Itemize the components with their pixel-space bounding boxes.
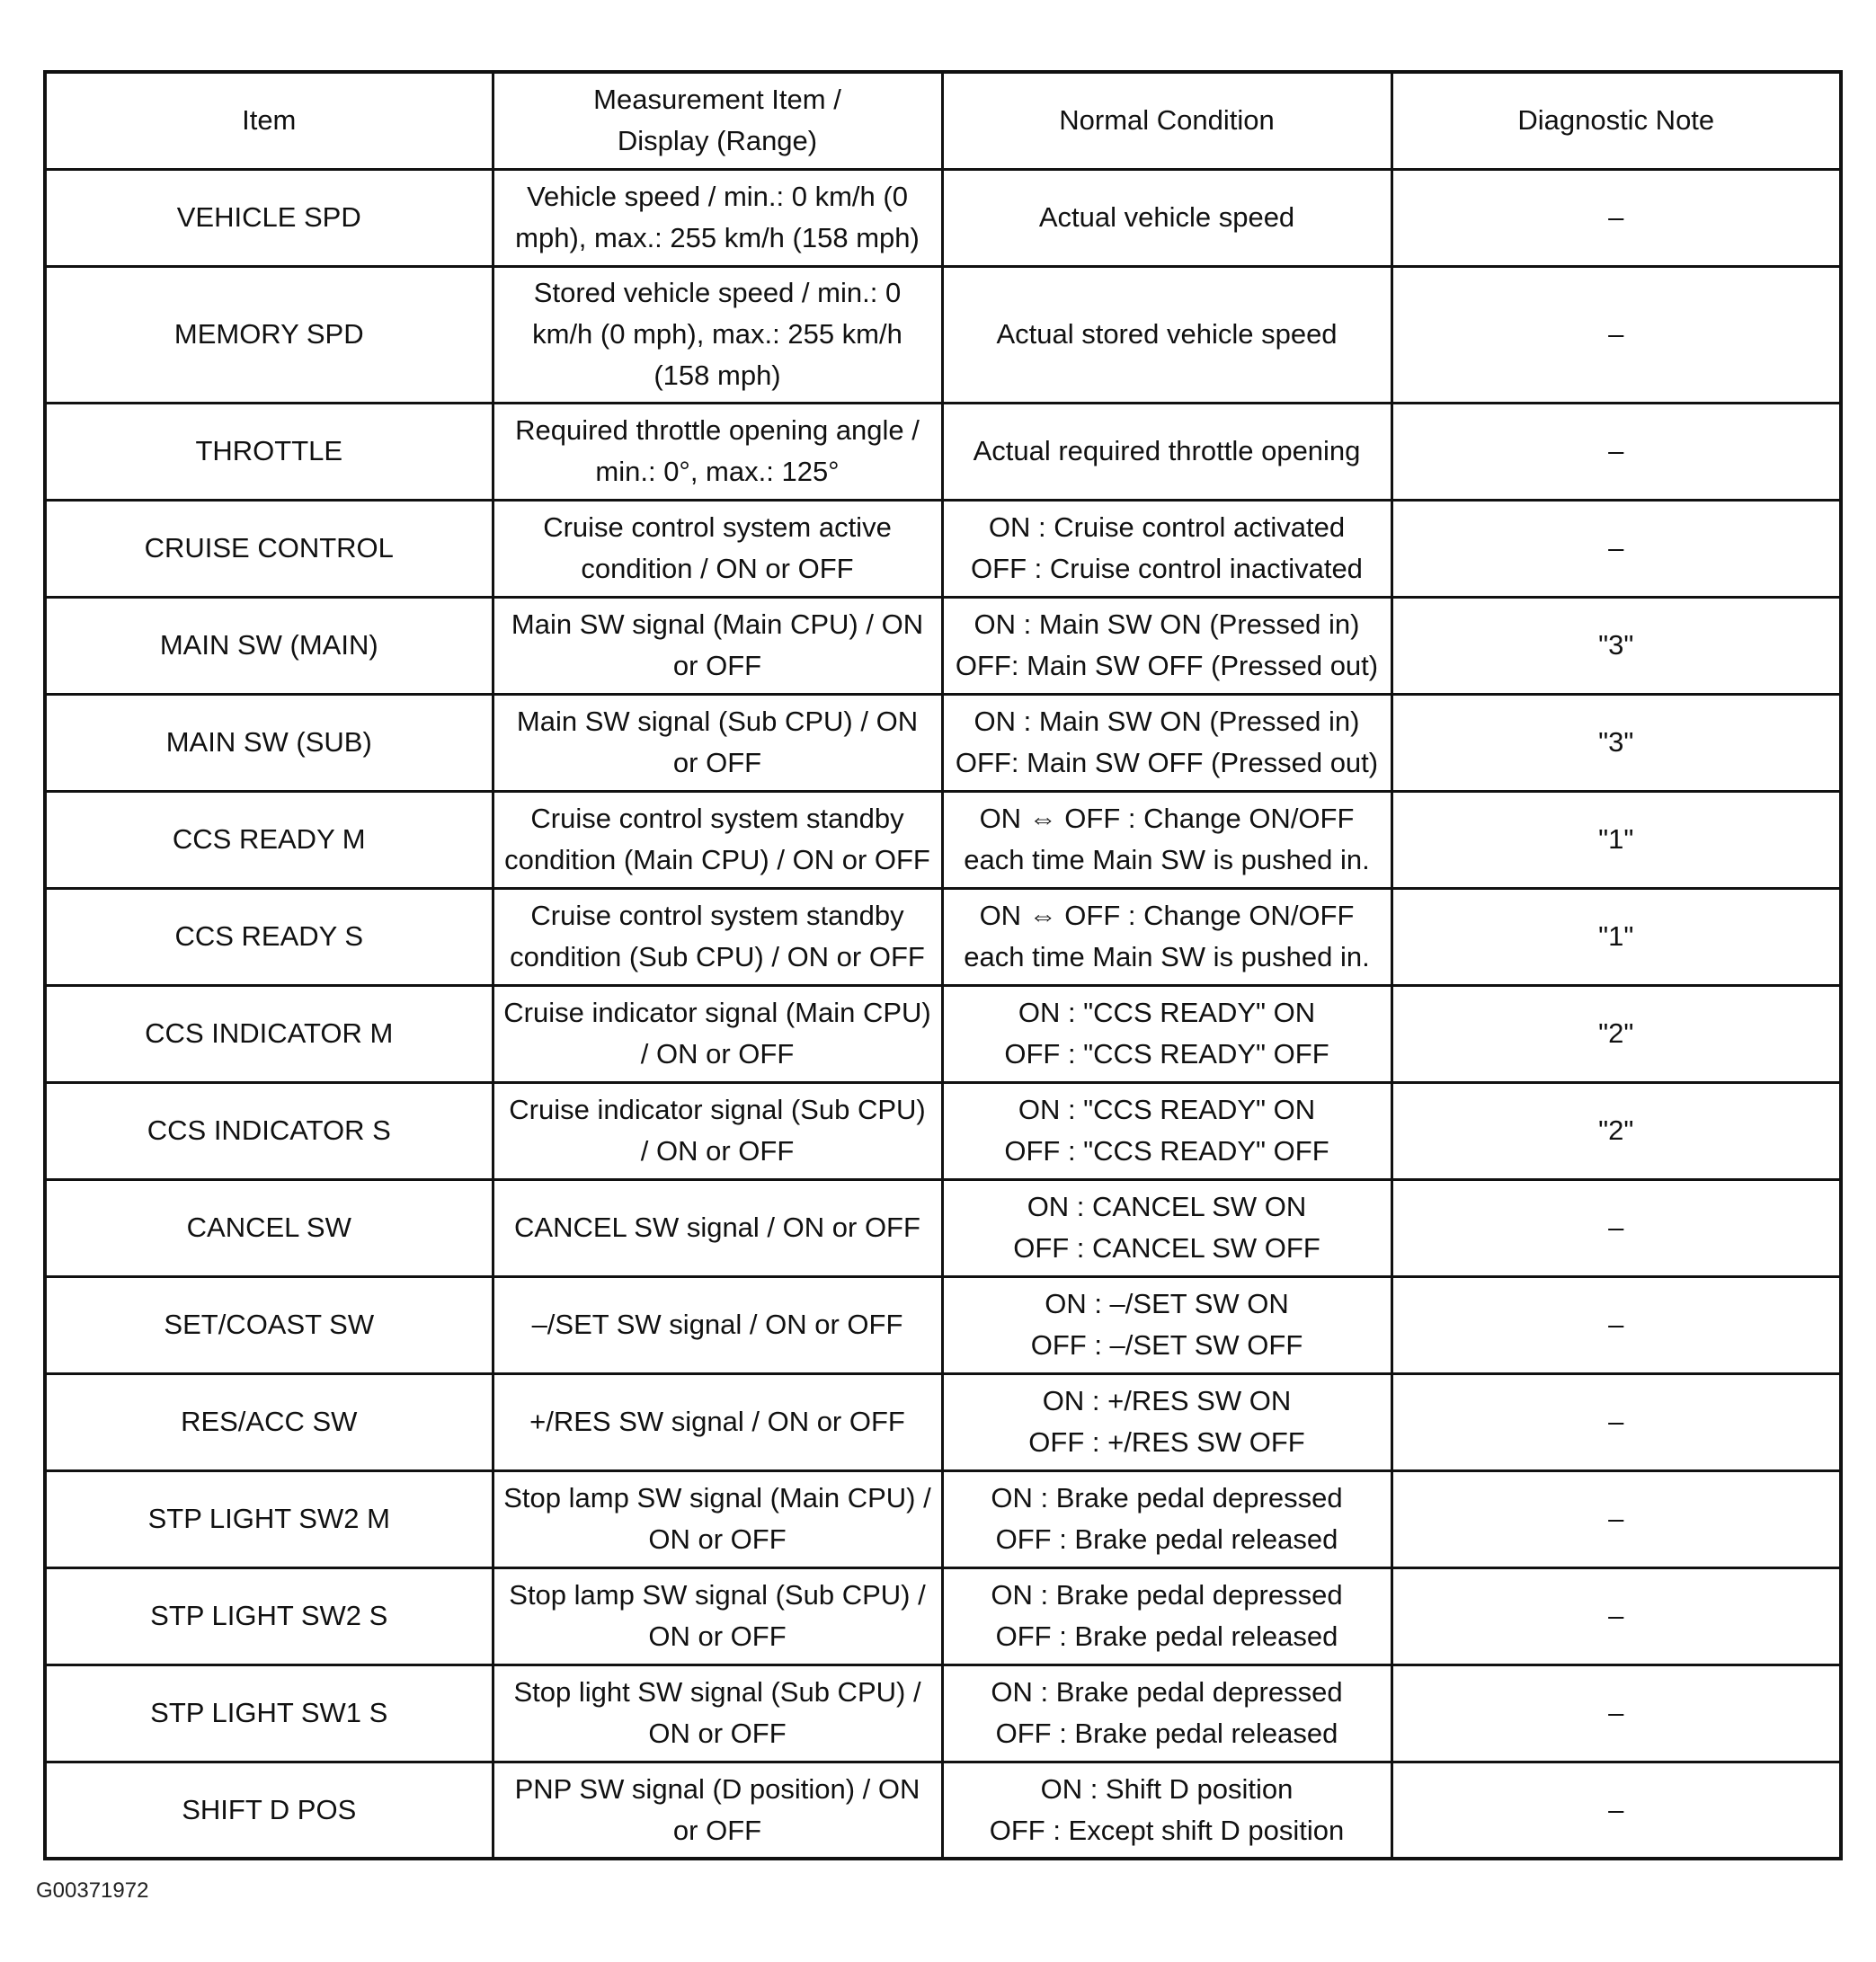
table-row — [45, 1373, 1841, 1470]
cell-normal-condition: ON : Shift D position OFF : Except shift D position — [942, 1762, 1391, 1859]
cell-diagnostic-note: – — [1391, 1179, 1841, 1276]
cell-diagnostic-note: – — [1391, 1373, 1841, 1470]
cell-diagnostic-note: – — [1391, 1762, 1841, 1859]
cell-measurement: +/RES SW signal / ON or OFF — [493, 1373, 942, 1470]
cell-normal-condition: Actual vehicle speed — [942, 169, 1391, 266]
cell-item: SHIFT D POS — [45, 1762, 493, 1859]
cell-measurement: –/SET SW signal / ON or OFF — [493, 1276, 942, 1373]
cell-diagnostic-note: – — [1391, 403, 1841, 500]
cell-normal-condition: ON : +/RES SW ON OFF : +/RES SW OFF — [942, 1373, 1391, 1470]
cell-normal-condition: ON ⇔ OFF : Change ON/OFF each time Main SW is pushed in. — [942, 791, 1391, 888]
cell-diagnostic-note: – — [1391, 1665, 1841, 1762]
cell-measurement: PNP SW signal (D position) / ON or OFF — [493, 1762, 942, 1859]
cell-normal-condition: ON : "CCS READY" ON OFF : "CCS READY" OFF — [942, 985, 1391, 1082]
table-row — [45, 1082, 1841, 1179]
cell-measurement: Cruise control system standby condition (Main CPU) / ON or OFF — [493, 791, 942, 888]
cell-diagnostic-note: – — [1391, 1276, 1841, 1373]
cell-diagnostic-note: – — [1391, 266, 1841, 403]
cell-item: CRUISE CONTROL — [45, 500, 493, 597]
cell-diagnostic-note: – — [1391, 1470, 1841, 1567]
cell-measurement: Cruise indicator signal (Main CPU) / ON or OFF — [493, 985, 942, 1082]
cell-item: SET/COAST SW — [45, 1276, 493, 1373]
cell-measurement: Main SW signal (Sub CPU) / ON or OFF — [493, 694, 942, 791]
table-row — [45, 1179, 1841, 1276]
cell-item: MAIN SW (SUB) — [45, 694, 493, 791]
cell-item: STP LIGHT SW2 S — [45, 1567, 493, 1665]
cell-normal-condition: ON : Brake pedal depressed OFF : Brake pedal released — [942, 1665, 1391, 1762]
cell-item: CCS READY S — [45, 888, 493, 985]
table-row — [45, 1665, 1841, 1762]
table-row — [45, 1567, 1841, 1665]
cell-normal-condition: ON : Main SW ON (Pressed in) OFF: Main SW OFF (Pressed out) — [942, 694, 1391, 791]
cell-item: MEMORY SPD — [45, 266, 493, 403]
cell-measurement: Stored vehicle speed / min.: 0 km/h (0 mph), max.: 255 km/h (158 mph) — [493, 266, 942, 403]
cell-item: MAIN SW (MAIN) — [45, 597, 493, 694]
cell-item: CANCEL SW — [45, 1179, 493, 1276]
cell-normal-condition: ON ⇔ OFF : Change ON/OFF each time Main SW is pushed in. — [942, 888, 1391, 985]
cell-item: STP LIGHT SW1 S — [45, 1665, 493, 1762]
table-row — [45, 791, 1841, 888]
cell-diagnostic-note: – — [1391, 500, 1841, 597]
cell-item: CCS READY M — [45, 791, 493, 888]
table-row — [45, 888, 1841, 985]
diagnostic-table — [43, 70, 1843, 1860]
cell-item: CCS INDICATOR S — [45, 1082, 493, 1179]
table-row — [45, 1276, 1841, 1373]
cell-normal-condition: ON : –/SET SW ON OFF : –/SET SW OFF — [942, 1276, 1391, 1373]
cell-item: VEHICLE SPD — [45, 169, 493, 266]
cell-measurement: Cruise control system active condition / ON or OFF — [493, 500, 942, 597]
cell-measurement: Required throttle opening angle / min.: 0°, max.: 125° — [493, 403, 942, 500]
table-row — [45, 169, 1841, 266]
cell-normal-condition: ON : Brake pedal depressed OFF : Brake pedal released — [942, 1470, 1391, 1567]
cell-normal-condition: ON : CANCEL SW ON OFF : CANCEL SW OFF — [942, 1179, 1391, 1276]
cell-measurement: Stop lamp SW signal (Sub CPU) / ON or OFF — [493, 1567, 942, 1665]
cell-normal-condition: ON : Cruise control activated OFF : Cruise control inactivated — [942, 500, 1391, 597]
figure-id-label: G00371972 — [36, 1878, 149, 1903]
cell-normal-condition: Actual stored vehicle speed — [942, 266, 1391, 403]
cell-diagnostic-note: "3" — [1391, 694, 1841, 791]
header-measurement: Measurement Item / Display (Range) — [493, 72, 942, 169]
table-row — [45, 694, 1841, 791]
table-row — [45, 985, 1841, 1082]
cell-item: CCS INDICATOR M — [45, 985, 493, 1082]
cell-diagnostic-note: "2" — [1391, 1082, 1841, 1179]
cell-item: RES/ACC SW — [45, 1373, 493, 1470]
cell-measurement: Cruise indicator signal (Sub CPU) / ON or OFF — [493, 1082, 942, 1179]
cell-measurement: Cruise control system standby condition (Sub CPU) / ON or OFF — [493, 888, 942, 985]
table-row — [45, 500, 1841, 597]
cell-item: THROTTLE — [45, 403, 493, 500]
cell-measurement: CANCEL SW signal / ON or OFF — [493, 1179, 942, 1276]
header-item: Item — [45, 72, 493, 169]
table-row — [45, 266, 1841, 403]
header-normal-condition: Normal Condition — [942, 72, 1391, 169]
cell-measurement: Main SW signal (Main CPU) / ON or OFF — [493, 597, 942, 694]
cell-diagnostic-note: "1" — [1391, 791, 1841, 888]
cell-diagnostic-note: – — [1391, 1567, 1841, 1665]
cell-diagnostic-note: "1" — [1391, 888, 1841, 985]
cell-measurement: Stop light SW signal (Sub CPU) / ON or OFF — [493, 1665, 942, 1762]
table-row — [45, 1470, 1841, 1567]
cell-normal-condition: ON : Main SW ON (Pressed in) OFF: Main SW OFF (Pressed out) — [942, 597, 1391, 694]
table-row — [45, 403, 1841, 500]
cell-diagnostic-note: "2" — [1391, 985, 1841, 1082]
cell-measurement: Stop lamp SW signal (Main CPU) / ON or OFF — [493, 1470, 942, 1567]
cell-measurement: Vehicle speed / min.: 0 km/h (0 mph), max.: 255 km/h (158 mph) — [493, 169, 942, 266]
table-row — [45, 1762, 1841, 1859]
table-row — [45, 597, 1841, 694]
cell-normal-condition: Actual required throttle opening — [942, 403, 1391, 500]
header-diagnostic-note: Diagnostic Note — [1391, 72, 1841, 169]
cell-normal-condition: ON : "CCS READY" ON OFF : "CCS READY" OFF — [942, 1082, 1391, 1179]
cell-diagnostic-note: – — [1391, 169, 1841, 266]
cell-diagnostic-note: "3" — [1391, 597, 1841, 694]
cell-item: STP LIGHT SW2 M — [45, 1470, 493, 1567]
cell-normal-condition: ON : Brake pedal depressed OFF : Brake pedal released — [942, 1567, 1391, 1665]
table-header-row — [45, 72, 1841, 169]
